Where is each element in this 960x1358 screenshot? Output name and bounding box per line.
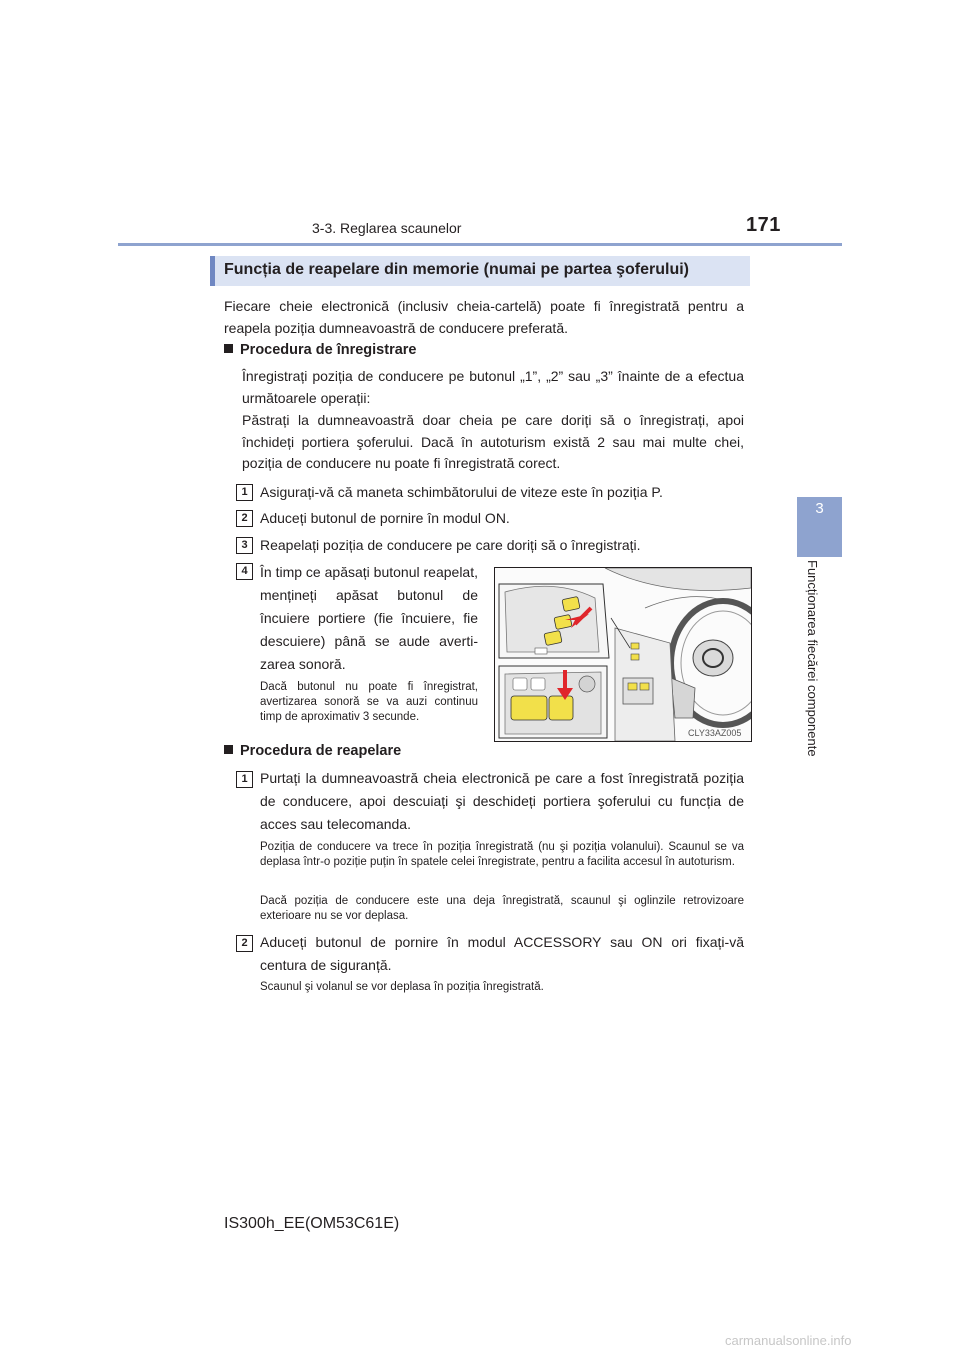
square-bullet-icon (224, 344, 233, 353)
model-code: IS300h_EE(OM53C61E) (224, 1215, 400, 1232)
site-watermark: carmanualsonline.info (725, 1333, 852, 1348)
register-desc-1: Înregistrați poziția de conducere pe butonul „1”, „2” sau „3” înainte de a efectua următoarele operații: (242, 368, 744, 406)
recall-step-1-note-1: Poziția de conducere va trece în poziția înregistrată (nu şi poziția volanului). Scaunul se va deplasa într-o poziție puțin în spatele celei înregistrate, pentru a facilita accesul în autoturism. (260, 841, 744, 868)
square-bullet-icon (224, 745, 233, 754)
chapter-side-title: Funcționarea fiecărei componente (805, 560, 820, 757)
figure-code: CLY33AZ005 (688, 728, 742, 738)
section-title-accent (210, 256, 215, 286)
illustration-drawing (495, 568, 751, 741)
door-lock-memory-illustration (494, 567, 752, 742)
running-header-section: 3-3. Reglarea scaunelor (312, 220, 462, 236)
chapter-number: 3 (815, 500, 824, 517)
register-step-2: Aduceți butonul de pornire în modul ON. (260, 510, 510, 526)
section-intro: Fiecare cheie electronică (inclusiv cheia-cartelă) poate fi înregistrată pentru a reapela poziția dumneavoastră de conducere preferată. (224, 298, 744, 336)
header-rule (118, 243, 842, 246)
recall-step-1-note-2: Dacă poziția de conducere este una deja înregistrată, scaunul şi oglinzile retrovizoare exterioare nu se vor deplasa. (260, 895, 744, 922)
recall-heading-text: Procedura de reapelare (240, 743, 402, 759)
recall-heading (224, 743, 401, 759)
register-step-3: Reapelați poziția de conducere pe care doriți să o înregistrați. (260, 537, 641, 553)
section-title: Funcția de reapelare din memorie (numai pe partea şoferului) (224, 261, 690, 278)
register-desc-2: Păstrați la dumneavoastră doar cheia pe care doriți să o înregistrați, apoi închideți portiera şoferului. Dacă în autoturism există 2 sau mai multe chei, poziția de conducere nu poate fi înregistrată corect. (242, 412, 744, 471)
step-number-box: 4 (236, 563, 253, 580)
register-step-4-note: Dacă butonul nu poate fi înregistrat, avertizarea sonoră se va auzi continuu timp de aproximativ 3 secunde. (260, 681, 478, 723)
step-number-box: 2 (236, 935, 253, 952)
step-number-box: 1 (236, 771, 253, 788)
recall-step-2-note: Scaunul şi volanul se vor deplasa în poziția înregistrată. (260, 981, 544, 993)
register-step-1: Asigurați-vă că maneta schimbătorului de viteze este în poziția P. (260, 484, 663, 500)
step-number-box: 3 (236, 537, 253, 554)
page-number: 171 (746, 214, 781, 236)
register-heading (224, 342, 417, 358)
recall-step-1: Purtați la dumneavoastră cheia electronică pe care a fost înregistrată poziția de conducere, apoi descuiați şi deschideți portiera şoferului cu funcția de acces sau telecomanda. (260, 770, 744, 832)
recall-step-2: Aduceți butonul de pornire în modul ACCESSORY sau ON ori fixați-vă centura de siguranță. (260, 934, 744, 973)
step-number-box: 2 (236, 510, 253, 527)
register-step-4: În timp ce apăsați butonul reapelat, mențineți apăsat butonul de încuiere portiere (fie încuiere, fie descuiere) până se aude averti-zarea sonoră. (260, 564, 478, 672)
register-heading-text: Procedura de înregistrare (240, 342, 417, 358)
step-number-box: 1 (236, 484, 253, 501)
